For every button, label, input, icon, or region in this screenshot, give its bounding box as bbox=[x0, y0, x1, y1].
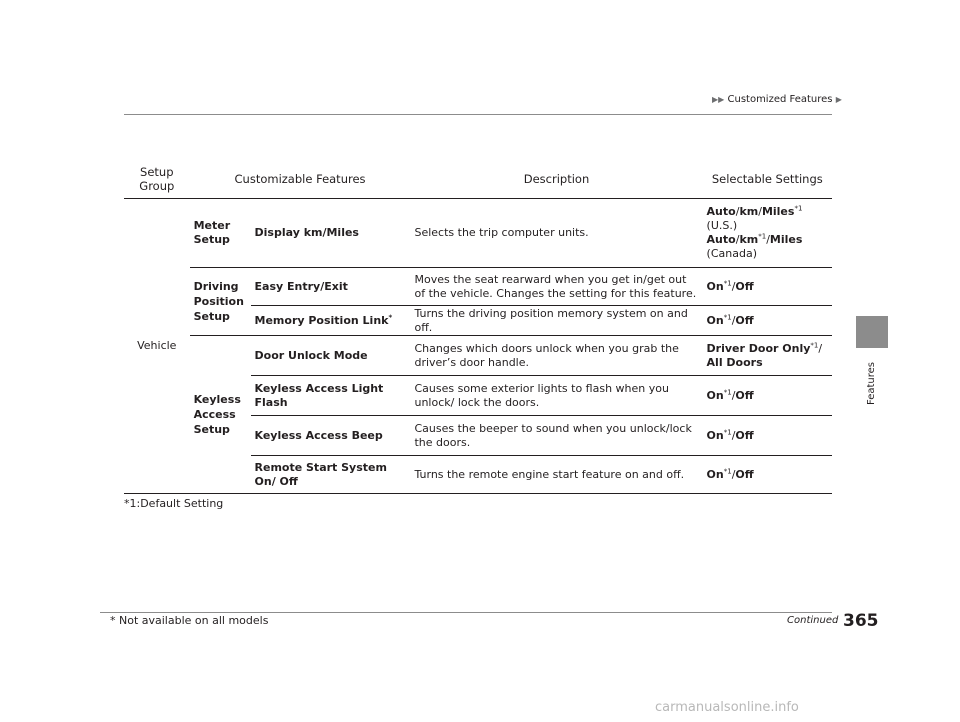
feature-settings: On$^{*1}$/Off bbox=[703, 376, 832, 416]
feature-settings: Driver Door Only$^{*1}$/ All Doors bbox=[703, 336, 832, 376]
table-row bbox=[124, 199, 832, 268]
feature-description: Causes some exterior lights to flash when you unlock/ lock the doors. bbox=[410, 376, 702, 416]
feature-settings: On$^{*1}$/Off bbox=[703, 306, 832, 336]
feature-settings: On$^{*1}$/Off bbox=[703, 268, 832, 306]
subgroup-driving-position-setup: Driving Position Setup bbox=[190, 268, 251, 336]
feature-name: Remote Start System On/ Off bbox=[251, 456, 411, 494]
feature-name: Keyless Access Beep bbox=[251, 416, 411, 456]
customizable-features-table bbox=[124, 160, 832, 494]
breadcrumb bbox=[712, 94, 842, 105]
feature-name: Memory Position Link* bbox=[251, 306, 411, 336]
column-header-features: Customizable Features bbox=[190, 160, 411, 199]
feature-description: Selects the trip computer units. bbox=[410, 199, 702, 268]
arrow-right-icon: ▶ bbox=[835, 95, 842, 104]
feature-description: Changes which doors unlock when you grab the driver’s door handle. bbox=[410, 336, 702, 376]
footer-rule bbox=[100, 612, 832, 613]
column-header-setup-group: Setup Group bbox=[124, 160, 190, 199]
column-header-settings: Selectable Settings bbox=[703, 160, 832, 199]
group-vehicle: Vehicle bbox=[124, 199, 190, 494]
feature-settings: Auto/km/Miles$^{*1}$ (U.S.) Auto/$km^{*1}$/Miles (Canada) bbox=[703, 199, 832, 268]
feature-name: Easy Entry/Exit bbox=[251, 268, 411, 306]
section-tab bbox=[856, 316, 888, 348]
header-rule bbox=[124, 114, 832, 115]
feature-name: Door Unlock Mode bbox=[251, 336, 411, 376]
feature-settings: On$^{*1}$/Off bbox=[703, 416, 832, 456]
feature-description: Turns the remote engine start feature on and off. bbox=[410, 456, 702, 494]
footnote-default-setting: *1:Default Setting bbox=[124, 497, 224, 510]
feature-name: Keyless Access Light Flash bbox=[251, 376, 411, 416]
footnote-not-available: * Not available on all models bbox=[110, 614, 269, 627]
feature-name: Display km/Miles bbox=[251, 199, 411, 268]
breadcrumb-label: Customized Features bbox=[727, 94, 833, 105]
feature-description: Causes the beeper to sound when you unlock/lock the doors. bbox=[410, 416, 702, 456]
table-row bbox=[124, 336, 832, 376]
arrow-right-icon: ▶▶ bbox=[712, 95, 725, 104]
feature-description: Moves the seat rearward when you get in/get out of the vehicle. Changes the setting for this feature. bbox=[410, 268, 702, 306]
feature-description: Turns the driving position memory system on and off. bbox=[410, 306, 702, 336]
column-header-description: Description bbox=[410, 160, 702, 199]
continued-label: Continued bbox=[787, 615, 839, 626]
page-number: 365 bbox=[843, 611, 879, 631]
subgroup-keyless-access-setup: Keyless Access Setup bbox=[190, 336, 251, 494]
table-row bbox=[124, 268, 832, 306]
section-label: Features bbox=[866, 362, 877, 405]
feature-settings: On$^{*1}$/Off bbox=[703, 456, 832, 494]
subgroup-meter-setup: Meter Setup bbox=[190, 199, 251, 268]
table-header-row bbox=[124, 160, 832, 199]
watermark: carmanualsonline.info bbox=[655, 700, 799, 715]
